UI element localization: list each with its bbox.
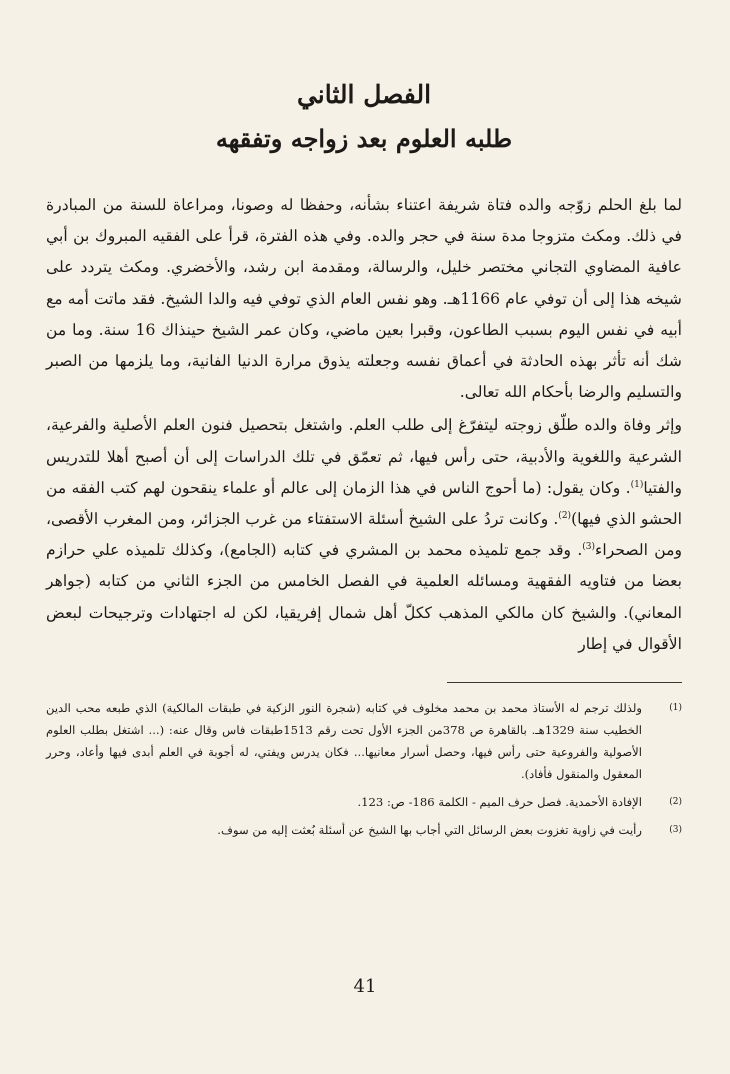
paragraph-1: لما بلغ الحلم زوّجه والده فتاة شريفة اعتناء بشأنه، وحفظا له وصونا، ومراعاة للسنة من المبادرة في ذلك. ومكث متزوجا مدة سنة في حجر والده. وفي هذه الفترة، قرأ على الفقيه المبروك بن أبي عافية المضاوي التجاني مختصر خليل، والرسالة، ومقدمة ابن رشد، والأخضري. ومكث يتردد على شيخه هذا إلى أن توفي عام 1166هـ. وهو نفس العام الذي توفي فيه والدا الشيخ. فقد ماتت أمه مع أبيه في نفس اليوم بسبب الطاعون، وقبرا بعين ماضي، وكان عمر الشيخ حينذاك 16 سنة. وما من شك أنه تأثر بهذه الحادثة في أعماق نفسه وجعلته يذوق مرارة الدنيا الفانية، وما يلزمها من الصبر والتسليم والرضا بأحكام الله تعالى. <box>46 196 682 402</box>
footnote-text: الإفادة الأحمدية. فصل حرف الميم - الكلمة 186- ص: 123. <box>357 795 642 810</box>
footnote-marker-1: (1) <box>630 479 644 490</box>
footnote-2 <box>46 791 682 813</box>
footnote-text: رأيت في زاوية تغزوت بعض الرسائل التي أجاب بها الشيخ عن أسئلة بُعثت إليه من سوف. <box>217 823 642 838</box>
paragraph-2-segment-2: . وكان يقول: (ما أحوج الناس في هذا الزمان إلى عالم أو علماء ينقحون لهم كتب الفقه من الحشو الذي فيها) <box>46 478 682 529</box>
footnote-1 <box>46 697 682 785</box>
footnote-marker-3: (3) <box>582 542 596 553</box>
footnote-text: ولذلك ترجم له الأستاذ محمد بن محمد مخلوف في كتابه (شجرة النور الزكية في طبقات المالكية) الذي طبعه محب الدين الخطيب سنة 1329هـ. بالقاهرة ص 378من الجزء الأول تحت رقم 1513طبقات فاس وقال عنه: (... اشتغل بطلب العلوم الأصولية والفروعية حتى رأس فيها، وحصل أسرار معانيها... فكان يدرس ويفتي، له أجوبة في العلم أبدى فيها وأعاد، وحرر المعقول والمنقول فأفاد). <box>46 701 643 782</box>
paragraph-2 <box>46 410 682 660</box>
page-number: 41 <box>353 976 377 997</box>
chapter-title: طلبه العلوم بعد زواجه وتفقهه <box>215 124 513 153</box>
footnote-number: (3) <box>669 825 682 836</box>
footnote-3 <box>46 819 682 841</box>
paragraph-2-segment-1: وإثر وفاة والده طلّق زوجته ليتفرّغ إلى طلب العلم. واشتغل بتحصيل فنون العلم الأصلية والفرعية، الشرعية واللغوية والأدبية، حتى رأس فيها، ثم تعمّق في تلك الدراسات إلى أن أصبح أهلا للتدريس والفتيا <box>46 416 682 497</box>
paragraph-2-segment-3: . وكانت تردُ على الشيخ أسئلة الاستفتاء من غرب الجزائر، ومن المغرب الأقصى، ومن الصحراء <box>46 510 682 560</box>
footnote-number: (1) <box>669 703 682 714</box>
body-text <box>46 190 682 660</box>
footnotes <box>46 697 682 841</box>
footnote-marker-2: (2) <box>558 510 572 521</box>
chapter-heading: الفصل الثاني <box>296 80 432 109</box>
footnote-separator <box>447 682 682 683</box>
paragraph-2-segment-4: . وقد جمع تلميذه محمد بن المشري في كتابه (الجامع)، وكذلك تلميذه علي حرازم بعضا من فتاويه الفقهية ومسائله العلمية في الفصل الخامس من الجزء الثاني من كتابه (جواهر المعاني). والشيخ كان مالكي المذهب ككلّ أهل شمال إفريقيا، لكن له اجتهادات وترجيحات لبعض الأقوال في إطار <box>46 541 682 653</box>
footnote-number: (2) <box>669 797 682 808</box>
